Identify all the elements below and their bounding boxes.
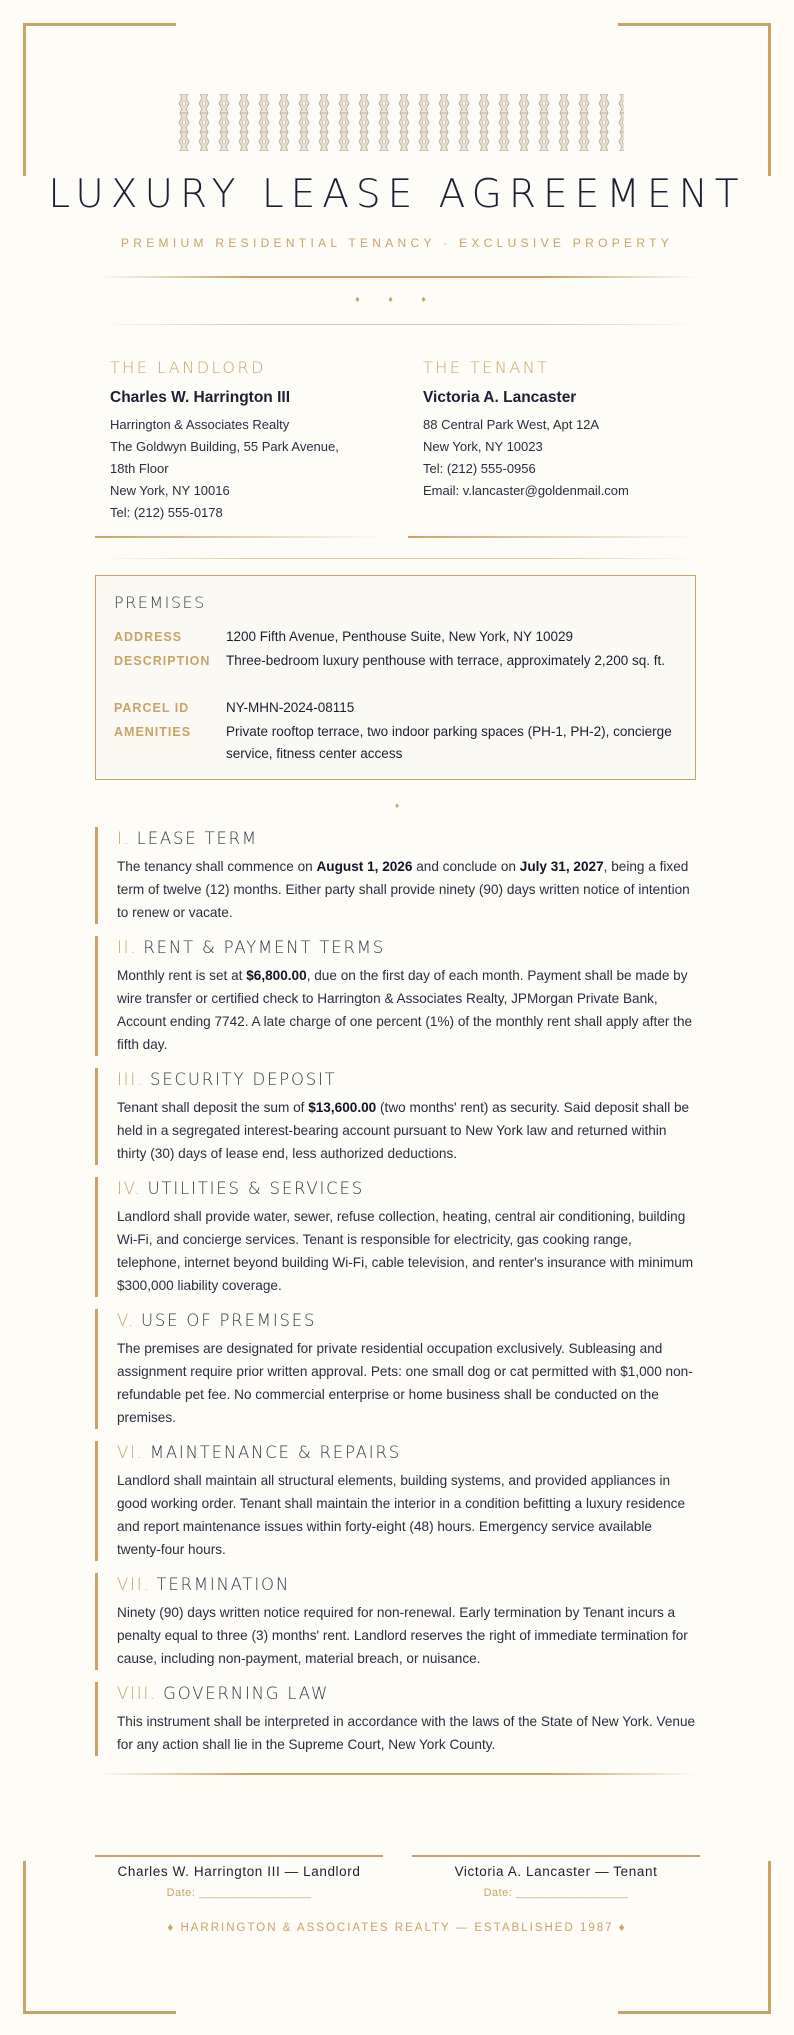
tenant-heading: THE TENANT bbox=[423, 358, 550, 377]
document-subtitle: PREMIUM RESIDENTIAL TENANCY · EXCLUSIVE PROPERTY bbox=[120, 236, 674, 250]
clause-section bbox=[95, 1177, 697, 1297]
decorative-pattern-banner bbox=[174, 94, 624, 151]
clause-number: V. bbox=[117, 1311, 136, 1330]
clause-body bbox=[117, 1601, 697, 1670]
clause-body bbox=[117, 1096, 697, 1165]
divider bbox=[97, 324, 697, 325]
clause-body bbox=[117, 964, 697, 1056]
premises-value: NY-MHN-2024-08115 bbox=[226, 700, 355, 715]
clause-section bbox=[95, 1573, 697, 1670]
tenant-line: New York, NY 10023 bbox=[423, 439, 543, 454]
premises-heading: PREMISES bbox=[114, 593, 206, 612]
clause-text: Ninety (90) days written notice required for non-renewal. Early termination by Tenant incurs a penalty equal to three (3) months' rent. Landlord reserves the right of immediate termination for cause, including non-payment, material breach, or nuisance. bbox=[117, 1605, 688, 1666]
clause-heading bbox=[117, 936, 697, 960]
clause-key-term: July 31, 2027 bbox=[519, 859, 604, 874]
landlord-line: New York, NY 10016 bbox=[110, 483, 230, 498]
lease-clauses bbox=[95, 827, 697, 1768]
clause-text: This instrument shall be interpreted in accordance with the laws of the State of New York. Venue for any action shall lie in the Supreme Court, New York County. bbox=[117, 1714, 696, 1752]
landlord-line: The Goldwyn Building, 55 Park Avenue, bbox=[110, 439, 339, 454]
tenant-line: Email: v.lancaster@goldenmail.com bbox=[423, 483, 629, 498]
premises-label: ADDRESS bbox=[114, 630, 183, 644]
clause-number: VI. bbox=[117, 1443, 144, 1462]
clause-heading bbox=[117, 1177, 697, 1201]
landlord-name: Charles W. Harrington III bbox=[110, 389, 290, 406]
tenant-block bbox=[423, 358, 703, 502]
clause-section bbox=[95, 1682, 697, 1756]
premises-label: DESCRIPTION bbox=[114, 654, 211, 668]
landlord-signature-block bbox=[95, 1855, 383, 1899]
clause-text: Landlord shall provide water, sewer, refuse collection, heating, central air conditioning, building Wi-Fi, and concierge services. Tenant is responsible for electricity, gas cooking range, telephone, internet beyond building Wi-Fi, cable television, and renter's insurance with minimum $300,000 liability coverage. bbox=[117, 1209, 694, 1293]
divider bbox=[95, 536, 385, 538]
divider bbox=[97, 1773, 697, 1775]
landlord-heading: THE LANDLORD bbox=[110, 358, 266, 377]
premises-row-description bbox=[114, 650, 679, 672]
clause-text: and conclude on bbox=[412, 859, 520, 874]
clause-body bbox=[117, 1205, 697, 1297]
clause-section bbox=[95, 1441, 697, 1561]
clause-text: (two months' rent) as security. Said deposit shall be held in a segregated interest-bearing account pursuant to New York law and returned within thirty (30) days of lease end, less authorized deductions. bbox=[117, 1100, 690, 1161]
clause-number: VIII. bbox=[117, 1684, 158, 1703]
landlord-line: Tel: (212) 555-0178 bbox=[110, 505, 223, 520]
document-title: LUXURY LEASE AGREEMENT bbox=[48, 172, 746, 217]
clause-heading bbox=[117, 1441, 697, 1465]
signature-date-field[interactable]: Date: _________________ bbox=[483, 1887, 629, 1899]
clause-section bbox=[95, 1309, 697, 1429]
diamond-ornament-icon: ♦ bbox=[394, 801, 400, 810]
clause-section bbox=[95, 1068, 697, 1165]
premises-row-address bbox=[114, 626, 679, 648]
tenant-line: 88 Central Park West, Apt 12A bbox=[423, 417, 600, 432]
landlord-line: Harrington & Associates Realty bbox=[110, 417, 290, 432]
premises-value: Private rooftop terrace, two indoor parking spaces (PH-1, PH-2), concierge service, fitness center access bbox=[226, 724, 672, 761]
tenant-signature-block bbox=[412, 1855, 700, 1899]
clause-body bbox=[117, 855, 697, 924]
clause-title: RENT & PAYMENT TERMS bbox=[143, 938, 386, 957]
signature-name: Charles W. Harrington III — Landlord bbox=[117, 1864, 361, 1879]
clause-key-term: $13,600.00 bbox=[308, 1100, 377, 1115]
clause-text: Monthly rent is set at bbox=[117, 968, 247, 983]
clause-number: IV. bbox=[117, 1179, 142, 1198]
premises-label: PARCEL ID bbox=[114, 701, 190, 715]
clause-title: SECURITY DEPOSIT bbox=[150, 1070, 337, 1089]
clause-heading bbox=[117, 1309, 697, 1333]
clause-body bbox=[117, 1337, 697, 1429]
clause-number: III. bbox=[117, 1070, 145, 1089]
divider bbox=[97, 276, 697, 278]
tenant-name: Victoria A. Lancaster bbox=[423, 389, 577, 406]
clause-key-term: August 1, 2026 bbox=[316, 859, 413, 874]
clause-body bbox=[117, 1469, 697, 1561]
signature-date-field[interactable]: Date: _________________ bbox=[166, 1887, 312, 1899]
clause-title: MAINTENANCE & REPAIRS bbox=[149, 1443, 402, 1462]
diamond-ornament-icon: ♦ ♦ ♦ bbox=[355, 294, 439, 304]
corner-ornament-top-right bbox=[618, 23, 771, 176]
clause-text: The tenancy shall commence on bbox=[117, 859, 317, 874]
clause-text: Tenant shall deposit the sum of bbox=[117, 1100, 309, 1115]
signature-name: Victoria A. Lancaster — Tenant bbox=[454, 1864, 658, 1879]
premises-row-parcel-id bbox=[114, 697, 679, 719]
divider bbox=[408, 536, 698, 538]
clause-title: LEASE TERM bbox=[136, 829, 258, 848]
premises-value: Three-bedroom luxury penthouse with terrace, approximately 2,200 sq. ft. bbox=[226, 653, 665, 668]
clause-section bbox=[95, 827, 697, 924]
clause-text: Landlord shall maintain all structural elements, building systems, and provided appliances in good working order. Tenant shall maintain the interior in a condition befitting a luxury residence and report maintenance issues within forty-eight (48) hours. Emergency service available twenty-four hours. bbox=[117, 1473, 686, 1557]
clause-title: USE OF PREMISES bbox=[141, 1311, 317, 1330]
footer-text: ♦ HARRINGTON & ASSOCIATES REALTY — ESTABLISHED 1987 ♦ bbox=[167, 1922, 627, 1934]
premises-row-amenities bbox=[114, 721, 679, 765]
clause-text: The premises are designated for private residential occupation exclusively. Subleasing and assignment require prior written approval. Pets: one small dog or cat permitted with $1,000 non-refundable pet fee. No commercial enterprise or home business shall be conducted on the premises. bbox=[117, 1341, 693, 1425]
clause-title: GOVERNING LAW bbox=[163, 1684, 330, 1703]
clause-key-term: $6,800.00 bbox=[246, 968, 307, 983]
premises-label: AMENITIES bbox=[114, 725, 192, 739]
divider bbox=[97, 558, 697, 559]
landlord-block bbox=[110, 358, 390, 524]
clause-section bbox=[95, 936, 697, 1056]
clause-number: II. bbox=[117, 938, 138, 957]
clause-title: UTILITIES & SERVICES bbox=[147, 1179, 364, 1198]
premises-value: 1200 Fifth Avenue, Penthouse Suite, New York, NY 10029 bbox=[226, 629, 573, 644]
clause-heading bbox=[117, 1573, 697, 1597]
clause-title: TERMINATION bbox=[156, 1575, 290, 1594]
clause-text: , being a fixed term of twelve (12) months. Either party shall provide ninety (90) days written notice of intention to renew or vacate. bbox=[117, 859, 690, 920]
clause-heading bbox=[117, 1682, 697, 1706]
clause-number: VII. bbox=[117, 1575, 151, 1594]
clause-heading bbox=[117, 827, 697, 851]
landlord-line: 18th Floor bbox=[110, 461, 169, 476]
clause-body bbox=[117, 1710, 697, 1756]
tenant-line: Tel: (212) 555-0956 bbox=[423, 461, 536, 476]
clause-heading bbox=[117, 1068, 697, 1092]
clause-text: , due on the first day of each month. Payment shall be made by wire transfer or certified check to Harrington & Associates Realty, JPMorgan Private Bank, Account ending 7742. A late charge of one percent (1%) of the monthly rent shall apply after the fifth day. bbox=[117, 968, 693, 1052]
premises-box bbox=[95, 575, 696, 780]
corner-ornament-top-left bbox=[23, 23, 176, 176]
clause-number: I. bbox=[117, 829, 131, 848]
